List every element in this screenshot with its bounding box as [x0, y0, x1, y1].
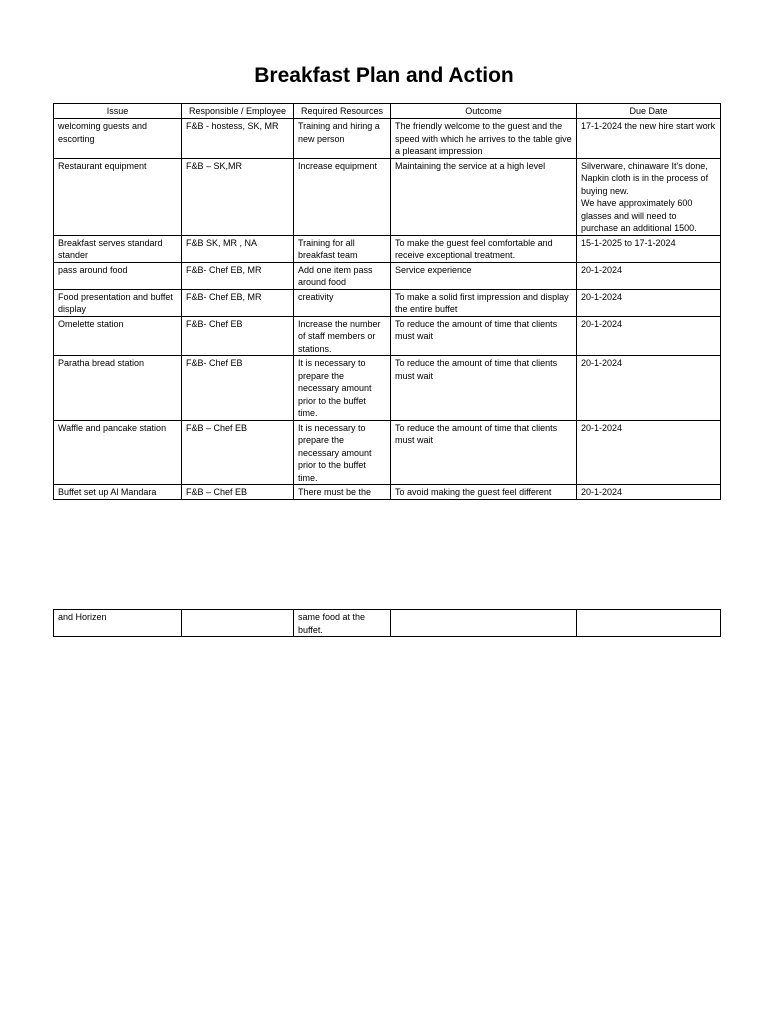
table-row: [54, 119, 721, 159]
header-responsible: Responsible / Employee: [182, 104, 294, 119]
issue-cell: and Horizen: [54, 610, 182, 637]
header-resources: Required Resources: [294, 104, 391, 119]
resources-cell: Training and hiring a new person: [294, 119, 391, 159]
resources-cell: Add one item pass around food: [294, 262, 391, 289]
due-date-cell: 20-1-2024: [577, 485, 721, 500]
responsible-cell: F&B - hostess, SK, MR: [182, 119, 294, 159]
issue-cell: Paratha bread station: [54, 356, 182, 421]
issue-cell: welcoming guests and escorting: [54, 119, 182, 159]
resources-cell: same food at the buffet.: [294, 610, 391, 637]
plan-table: [53, 103, 721, 500]
outcome-cell: To reduce the amount of time that clients must wait: [391, 420, 577, 485]
page-title: Breakfast Plan and Action: [254, 64, 514, 87]
responsible-cell: F&B – Chef EB: [182, 420, 294, 485]
table-row: [54, 158, 721, 235]
resources-cell: It is necessary to prepare the necessary amount prior to the buffet time.: [294, 420, 391, 485]
responsible-cell: F&B – Chef EB: [182, 485, 294, 500]
responsible-cell: F&B- Chef EB: [182, 316, 294, 356]
due-date-cell: 20-1-2024: [577, 289, 721, 316]
issue-cell: Food presentation and buffet display: [54, 289, 182, 316]
table-row: [54, 420, 721, 485]
due-date-cell: 20-1-2024: [577, 420, 721, 485]
responsible-cell: F&B- Chef EB: [182, 356, 294, 421]
table-row: [54, 610, 721, 637]
header-due-date: Due Date: [577, 104, 721, 119]
issue-cell: Breakfast serves standard stander: [54, 235, 182, 262]
responsible-cell: F&B SK, MR , NA: [182, 235, 294, 262]
header-outcome: Outcome: [391, 104, 577, 119]
due-date-cell: 20-1-2024: [577, 316, 721, 356]
table-row: [54, 356, 721, 421]
outcome-cell: Service experience: [391, 262, 577, 289]
resources-cell: It is necessary to prepare the necessary amount prior to the buffet time.: [294, 356, 391, 421]
outcome-cell: To make a solid first impression and display the entire buffet: [391, 289, 577, 316]
table-row: [54, 262, 721, 289]
resources-cell: Increase equipment: [294, 158, 391, 235]
resources-cell: Training for all breakfast team: [294, 235, 391, 262]
resources-cell: creativity: [294, 289, 391, 316]
table-row: [54, 289, 721, 316]
responsible-cell: [182, 610, 294, 637]
issue-cell: Buffet set up Al Mandara: [54, 485, 182, 500]
outcome-cell: [391, 610, 577, 637]
outcome-cell: To make the guest feel comfortable and receive exceptional treatment.: [391, 235, 577, 262]
outcome-cell: To avoid making the guest feel different: [391, 485, 577, 500]
outcome-cell: To reduce the amount of time that clients must wait: [391, 356, 577, 421]
table-row: [54, 235, 721, 262]
header-issue: Issue: [54, 104, 182, 119]
due-date-cell: [577, 610, 721, 637]
due-date-cell: 20-1-2024: [577, 356, 721, 421]
table-row: [54, 485, 721, 500]
issue-cell: Omelette station: [54, 316, 182, 356]
issue-cell: Waffle and pancake station: [54, 420, 182, 485]
due-date-cell: 15-1-2025 to 17-1-2024: [577, 235, 721, 262]
table-row: [54, 316, 721, 356]
outcome-cell: To reduce the amount of time that clients must wait: [391, 316, 577, 356]
due-date-cell: 20-1-2024: [577, 262, 721, 289]
resources-cell: Increase the number of staff members or stations.: [294, 316, 391, 356]
outcome-cell: Maintaining the service at a high level: [391, 158, 577, 235]
plan-table-continuation: [53, 609, 721, 637]
table-header-row: [54, 104, 721, 119]
issue-cell: Restaurant equipment: [54, 158, 182, 235]
outcome-cell: The friendly welcome to the guest and the speed with which he arrives to the table give a pleasant impression: [391, 119, 577, 159]
resources-cell: There must be the: [294, 485, 391, 500]
responsible-cell: F&B- Chef EB, MR: [182, 289, 294, 316]
issue-cell: pass around food: [54, 262, 182, 289]
responsible-cell: F&B – SK,MR: [182, 158, 294, 235]
responsible-cell: F&B- Chef EB, MR: [182, 262, 294, 289]
due-date-cell: Silverware, chinaware It's done, Napkin cloth is in the process of buying new. We have approximately 600 glasses and will need to purchase an additional 1500.: [577, 158, 721, 235]
due-date-cell: 17-1-2024 the new hire start work: [577, 119, 721, 159]
